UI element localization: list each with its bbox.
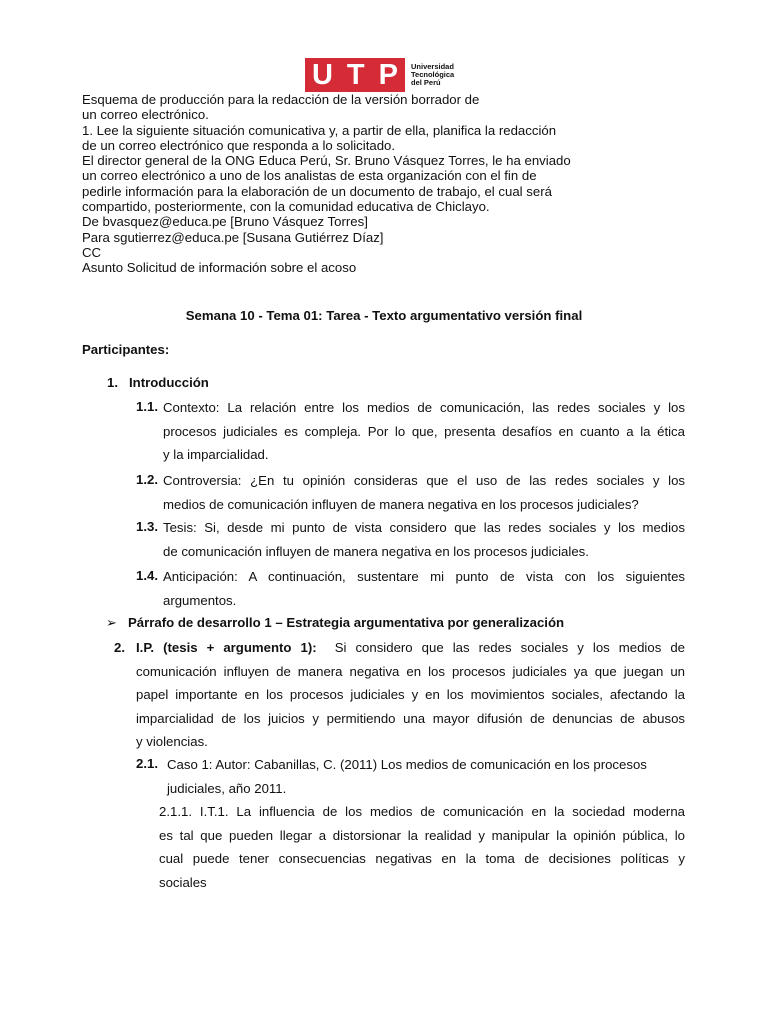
- intro-line: CC: [82, 244, 102, 260]
- intro-line: de un correo electrónico que responda a lo solicitado.: [82, 137, 396, 153]
- intro-line: un correo electrónico.: [82, 107, 209, 123]
- item-2-1-text: Caso 1: Autor: Cabanillas, C. (2011) Los medios de comunicación en los procesos judiciales, año 2011.: [167, 757, 647, 796]
- intro-line: El director general de la ONG Educa Perú, Sr. Bruno Vásquez Torres, le ha enviado: [82, 153, 571, 169]
- item-1-2-text: Controversia: ¿En tu opinión consideras que el uso de las redes sociales y los medios de comunicación influyen de manera negativa en los procesos judiciales?: [163, 473, 685, 512]
- logo-letter: U: [311, 59, 333, 91]
- intro-line: compartido, posteriormente, con la comunidad educativa de Chiclayo.: [82, 199, 490, 215]
- item-1-2-number: 1.2.: [136, 472, 158, 487]
- section-2-number: 2.: [114, 640, 125, 655]
- arrow-bullet-icon: ➢: [106, 615, 118, 630]
- item-1-4-number: 1.4.: [136, 568, 158, 583]
- item-1-1-number: 1.1.: [136, 399, 158, 414]
- item-1-4-text: Anticipación: A continuación, sustentare mi punto de vista con los siguientes argumentos.: [163, 569, 685, 608]
- intro-line: Asunto Solicitud de información sobre el acoso: [82, 260, 357, 276]
- intro-line: De bvasquez@educa.pe [Bruno Vásquez Torres]: [82, 214, 368, 230]
- section-2-text: I.P. (tesis + argumento 1): Si considero que las redes sociales y los medios de comunicación influyen de manera negativa en los procesos judiciales ya que juegan un papel importante en los procesos judiciales y en los movimientos sociales, afectando la imparcialidad de los juicios y permitiendo una mayor difusión de denuncias de abusos y violencias.: [136, 640, 685, 749]
- intro-line: 1. Lee la siguiente situación comunicativa y, a partir de ella, planifica la redacción: [82, 122, 557, 138]
- intro-line: Para sgutierrez@educa.pe [Susana Gutiérrez Díaz]: [82, 229, 384, 245]
- section-2-label: I.P. (tesis + argumento 1):: [136, 640, 317, 655]
- intro-block: [82, 92, 642, 276]
- participants-label: Participantes:: [82, 342, 170, 357]
- item-1-3-text: Tesis: Si, desde mi punto de vista considero que las redes sociales y los medios de comunicación influyen de manera negativa en los procesos judiciales.: [163, 520, 685, 559]
- utp-logo: [305, 58, 454, 92]
- paragraph-heading: Párrafo de desarrollo 1 – Estrategia argumentativa por generalización: [128, 615, 565, 630]
- logo-box: [305, 58, 405, 92]
- item-2-1-number: 2.1.: [136, 756, 158, 771]
- item-1-3-number: 1.3.: [136, 519, 158, 534]
- section-1-heading: Introducción: [129, 375, 209, 390]
- logo-letter: T: [346, 59, 365, 91]
- logo-letter: P: [378, 59, 398, 91]
- logo-university-name: Universidad Tecnológica del Perú: [411, 62, 455, 87]
- item-2-1-1-text: 2.1.1. I.T.1. La influencia de los medios de comunicación en la sociedad moderna es tal que pueden llegar a distorsionar la realidad y manipular la opinión pública, lo cual puede tener consecuencias negativas en la toma de decisiones políticas y sociales: [159, 804, 685, 890]
- section-1-number: 1.: [107, 375, 118, 390]
- page-title: Semana 10 - Tema 01: Tarea - Texto argumentativo versión final: [185, 308, 583, 323]
- intro-line: Esquema de producción para la redacción de la versión borrador de: [82, 92, 480, 107]
- intro-line: un correo electrónico a uno de los analistas de esta organización con el fin de: [82, 168, 537, 184]
- item-1-1-text: Contexto: La relación entre los medios de comunicación, las redes sociales y los procesos judiciales es compleja. Por lo que, presenta desafíos en cuanto a la ética y la imparcialidad.: [163, 400, 685, 462]
- intro-line: pedirle información para la elaboración de un documento de trabajo, el cual será: [82, 183, 552, 199]
